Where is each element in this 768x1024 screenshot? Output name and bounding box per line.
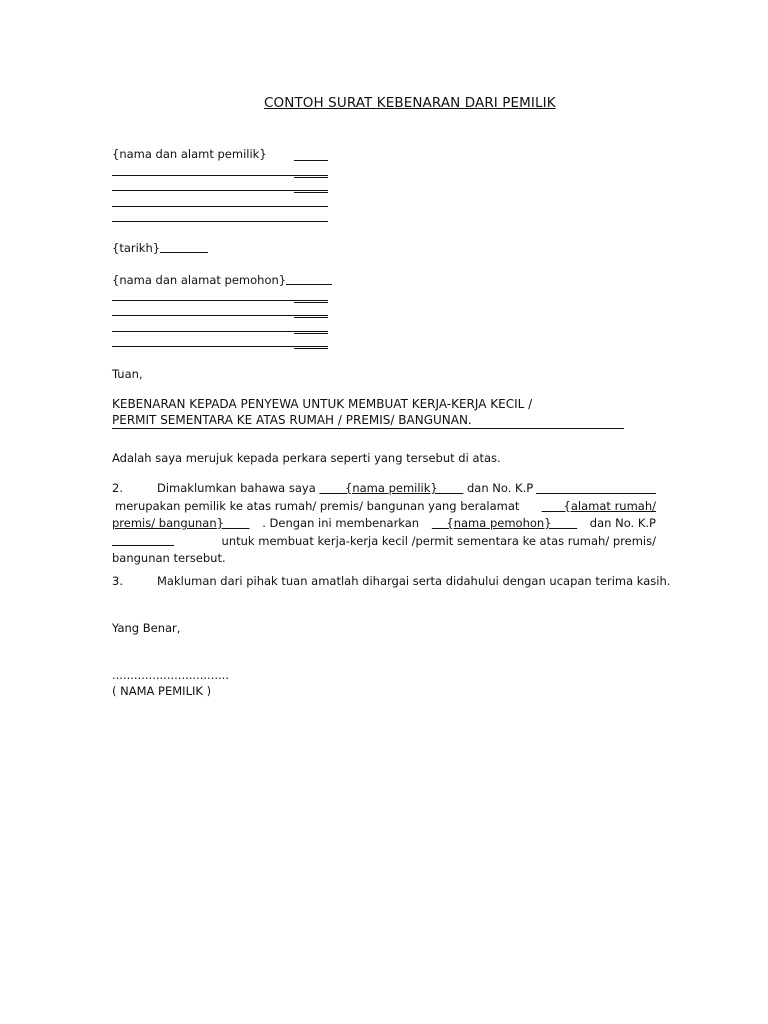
paragraph-2-line-1 [112, 480, 656, 498]
applicant-name-field [432, 515, 577, 533]
applicant-blank-4 [112, 331, 328, 332]
paragraph-2-line-2 [112, 498, 656, 516]
owner-blank-4 [112, 206, 328, 207]
applicant-blank-2b [294, 302, 328, 303]
paragraph-2-text-g: bangunan tersebut. [112, 551, 226, 565]
address-placeholder-2: premis/ bangunan} [112, 516, 224, 530]
subject-heading [112, 396, 532, 428]
paragraph-2-line-5 [112, 550, 656, 568]
paragraph-2 [112, 480, 656, 568]
applicant-name-placeholder: {nama pemohon} [446, 516, 552, 530]
paragraph-2-text-f: untuk membuat kerja-kerja kecil /permit sementara ke atas rumah/ premis/ [221, 533, 656, 548]
applicant-blank-2 [112, 300, 328, 301]
owner-blank-1 [294, 160, 328, 161]
date-blank [160, 251, 208, 253]
intro-paragraph: Adalah saya merujuk kepada perkara seperti yang tersebut di atas. [112, 451, 501, 465]
subject-underline [112, 428, 624, 429]
owner-blank-2b [294, 177, 328, 178]
address-placeholder: {alamat rumah/ [563, 498, 656, 513]
owner-blank-2 [112, 175, 328, 176]
applicant-ic-blank [112, 544, 174, 546]
paragraph-2-text-b: dan No. K.P [466, 481, 534, 495]
subject-line-2: PERMIT SEMENTARA KE ATAS RUMAH / PREMIS/ BANGUNAN. [112, 413, 472, 427]
signature-name: ( NAMA PEMILIK ) [112, 684, 212, 698]
paragraph-3 [112, 574, 670, 588]
paragraph-2-text-c: merupakan pemilik ke atas rumah/ premis/ bangunan yang beralamat [115, 498, 520, 513]
paragraph-2-line-3 [112, 515, 656, 533]
paragraph-2-text-a: Dimaklumkan bahawa saya [157, 481, 316, 495]
subject-line-1: KEBENARAN KEPADA PENYEWA UNTUK MEMBUAT KERJA-KERJA KECIL / [112, 397, 533, 411]
applicant-blank [286, 283, 332, 285]
closing: Yang Benar, [112, 621, 181, 635]
applicant-blank-3 [112, 315, 328, 316]
applicant-label [112, 273, 332, 287]
owner-blank-5 [112, 221, 328, 222]
address-field [542, 498, 656, 516]
paragraph-3-number: 3. [112, 574, 123, 588]
owner-blank-3 [112, 190, 328, 191]
date-placeholder: {tarikh} [112, 241, 161, 255]
applicant-placeholder: {nama dan alamat pemohon} [112, 273, 287, 287]
salutation: Tuan, [112, 367, 143, 381]
date-label [112, 241, 208, 255]
owner-label: {nama dan alamt pemilik} [112, 147, 267, 161]
owner-blank-3b [294, 192, 328, 193]
applicant-blank-3b [294, 317, 328, 318]
applicant-blank-5 [112, 346, 328, 347]
owner-ic-blank [536, 492, 656, 494]
paragraph-2-text-e: dan No. K.P [589, 516, 656, 530]
applicant-blank-5b [294, 348, 328, 349]
owner-name-placeholder: {nama pemilik} [345, 481, 438, 495]
signature-line: ................................ [112, 668, 229, 682]
paragraph-2-line-4 [112, 533, 656, 551]
paragraph-2-text-d: . Dengan ini membenarkan [262, 516, 420, 530]
applicant-blank-4b [294, 333, 328, 334]
owner-name-field [319, 481, 463, 495]
page-title: CONTOH SURAT KEBENARAN DARI PEMILIK [264, 95, 556, 111]
address-field-cont [112, 515, 250, 533]
paragraph-3-text: Makluman dari pihak tuan amatlah dihargai serta didahului dengan ucapan terima kasih. [157, 574, 671, 588]
paragraph-2-number: 2. [112, 481, 123, 495]
